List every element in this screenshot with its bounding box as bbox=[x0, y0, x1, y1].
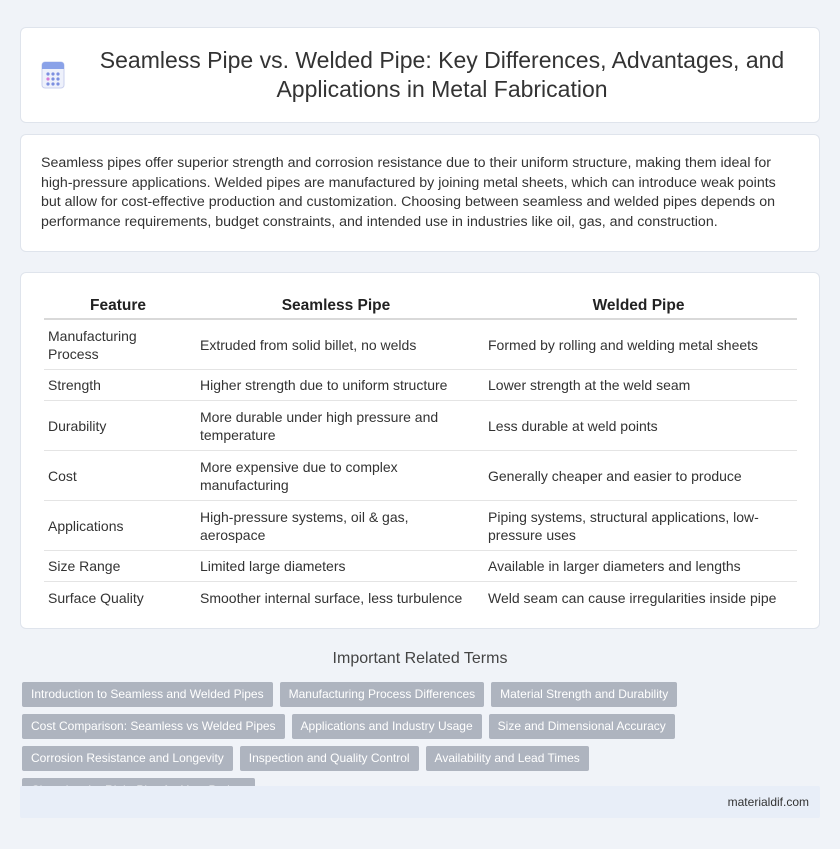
seamless-cell: More expensive due to complex manufacturing bbox=[192, 451, 480, 501]
feature-cell: Size Range bbox=[44, 551, 192, 582]
related-term-tag[interactable]: Availability and Lead Times bbox=[426, 746, 589, 771]
feature-cell: Durability bbox=[44, 401, 192, 451]
feature-cell: Strength bbox=[44, 370, 192, 401]
column-header-feature: Feature bbox=[44, 295, 192, 320]
table-header-row bbox=[44, 295, 797, 320]
comparison-table bbox=[44, 295, 797, 613]
feature-cell: Surface Quality bbox=[48, 589, 144, 606]
related-term-tag[interactable]: Corrosion Resistance and Longevity bbox=[22, 746, 233, 771]
welded-cell: Available in larger diameters and lengths bbox=[480, 551, 797, 582]
table-row bbox=[44, 451, 797, 501]
related-term-tag[interactable]: Introduction to Seamless and Welded Pipes bbox=[22, 682, 273, 707]
related-term-tag[interactable]: Inspection and Quality Control bbox=[240, 746, 419, 771]
welded-cell: Formed by rolling and welding metal sheets bbox=[480, 320, 797, 370]
footer-site-link[interactable]: materialdif.com bbox=[727, 795, 809, 809]
seamless-cell: Limited large diameters bbox=[192, 551, 480, 582]
feature-cell: Cost bbox=[44, 451, 192, 501]
comparison-table-card bbox=[20, 272, 820, 629]
table-row bbox=[44, 320, 797, 370]
seamless-cell: More durable under high pressure and temperature bbox=[192, 401, 480, 451]
feature-cell: Applications bbox=[44, 501, 192, 551]
seamless-cell: Extruded from solid billet, no welds bbox=[192, 320, 480, 370]
related-term-tag[interactable]: Size and Dimensional Accuracy bbox=[489, 714, 675, 739]
related-term-tag[interactable]: Applications and Industry Usage bbox=[292, 714, 482, 739]
related-term-tag[interactable]: Manufacturing Process Differences bbox=[280, 682, 485, 707]
related-terms-heading: Important Related Terms bbox=[332, 650, 508, 667]
page-title: Seamless Pipe vs. Welded Pipe: Key Differences, Advantages, and Applications in Metal Fabrication bbox=[99, 47, 785, 102]
table-row bbox=[44, 370, 797, 401]
document-icon bbox=[41, 61, 65, 89]
table-row bbox=[44, 582, 797, 613]
table-row bbox=[44, 551, 797, 582]
intro-paragraph: Seamless pipes offer superior strength and corrosion resistance due to their uniform structure, making them ideal for high-pressure applications. Welded pipes are manufactured by joining metal sheets, which can introduce weak points but allow for cost-effective production and customization. Choosing between seamless and welded pipes depends on performance requirements, budget constraints, and intended use in industries like oil, gas, and construction. bbox=[41, 155, 776, 230]
column-header-welded: Welded Pipe bbox=[480, 295, 797, 320]
related-term-tag[interactable]: Material Strength and Durability bbox=[491, 682, 677, 707]
seamless-cell: Smoother internal surface, less turbulence bbox=[200, 589, 463, 606]
welded-cell: Lower strength at the weld seam bbox=[480, 370, 797, 401]
welded-cell: Piping systems, structural applications, low-pressure uses bbox=[480, 501, 797, 551]
table-row bbox=[44, 401, 797, 451]
welded-cell: Generally cheaper and easier to produce bbox=[480, 451, 797, 501]
footer bbox=[20, 786, 820, 818]
seamless-cell: Higher strength due to uniform structure bbox=[192, 370, 480, 401]
welded-cell: Weld seam can cause irregularities inside pipe bbox=[488, 589, 777, 606]
table-row bbox=[44, 501, 797, 551]
column-header-seamless: Seamless Pipe bbox=[192, 295, 480, 320]
feature-cell: Manufacturing Process bbox=[44, 320, 192, 370]
header-card bbox=[20, 27, 820, 123]
intro-card bbox=[20, 134, 820, 252]
welded-cell: Less durable at weld points bbox=[480, 401, 797, 451]
related-term-tag[interactable]: Cost Comparison: Seamless vs Welded Pipes bbox=[22, 714, 285, 739]
seamless-cell: High-pressure systems, oil & gas, aerospace bbox=[192, 501, 480, 551]
